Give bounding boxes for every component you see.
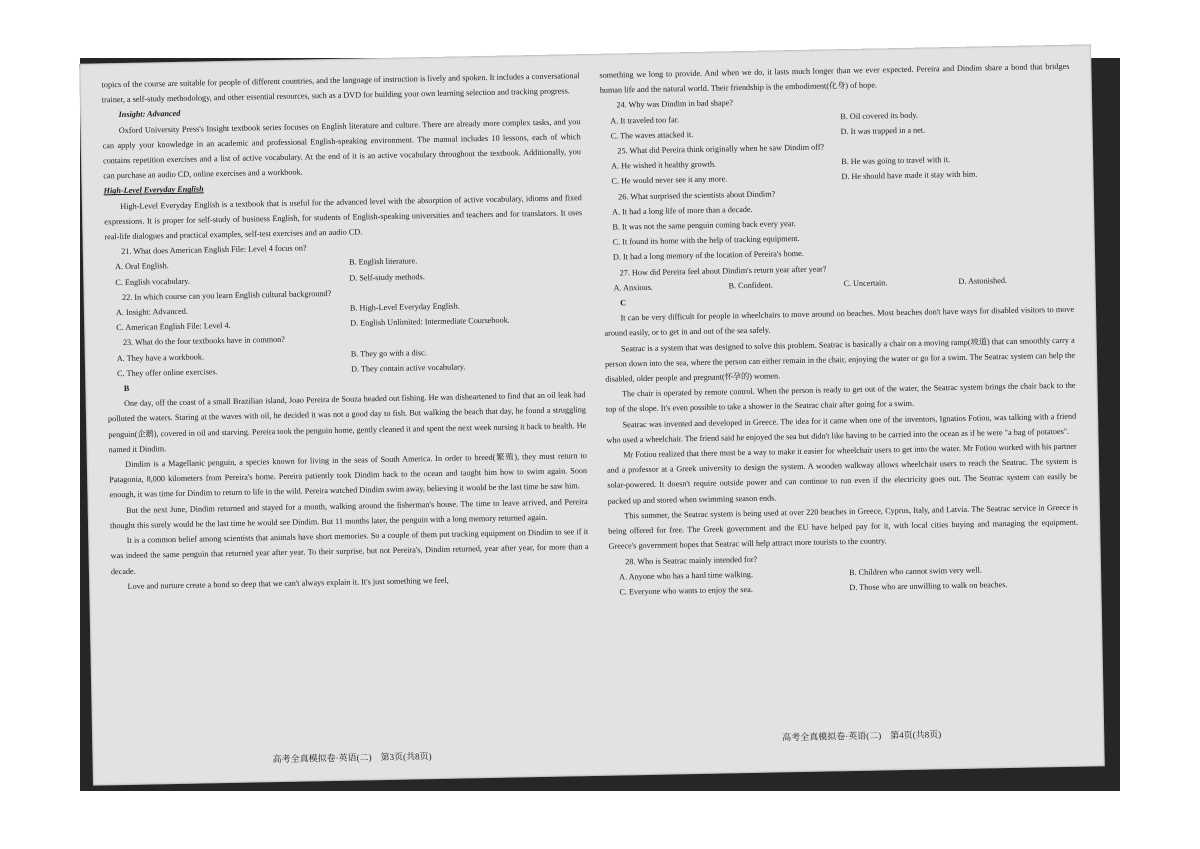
option: A. Anxious. <box>613 282 654 293</box>
question-27: 27. How did Pereira feel about Dindim's return year after year? <box>619 264 827 278</box>
option: D. Those who are unwilling to walk on beaches. <box>849 579 1008 592</box>
option: D. English Unlimited: Intermediate Coursebook. <box>350 315 510 328</box>
question-25: 25. What did Pereira think originally when he saw Dindim off? <box>617 142 825 156</box>
passage-c-paragraph: Seatrac was invented and developed in Greece. The idea for it came when one of the inventors, Ignatios Fotiou, was talking with a friend who used a wheelchair. The friend said he enjoyed the sea but didn't like having to be carried into the ocean as if he were "a bag of potatoes". <box>606 411 1077 445</box>
option: A. It had a long life of more than a decade. <box>612 204 753 217</box>
passage-c-paragraph: Mr Fotiou realized that there must be a way to make it easier for wheelchair users to get into the water. Mr Fotiou worked with his partner and a professor at a Greek university to design the system. A wooden walkway allows wheelchair users to reach the Seatrac. The system is solar-powered. It doesn't require outside power and can continue to run even if the electricity goes out. The Seatrac system can easily be packed up and stored when swimming season ends. <box>606 441 1078 506</box>
option: D. They contain active vocabulary. <box>350 362 466 374</box>
passage-c-paragraph: The chair is operated by remote control. When the person is ready to get out of the water, the Seatrac system brings the chair back to the top of the slope. It's even possible to take a shower in the Seatrac chair after going for a swim. <box>605 380 1076 415</box>
option: C. Everyone who wants to enjoy the sea. <box>619 584 753 597</box>
option: D. It had a long memory of the location of Pereira's home. <box>612 249 804 263</box>
option: A. He wished it healthy growth. <box>611 159 717 171</box>
option: B. High-Level Everyday English. <box>349 301 460 313</box>
option: D. Astonished. <box>958 275 1008 286</box>
option: C. Uncertain. <box>843 278 888 288</box>
exam-paper-spread <box>79 44 1105 785</box>
question-21: 21. What does American English File: Level 4 focus on? <box>121 243 307 257</box>
question-26: 26. What surprised the scientists about Dindim? <box>618 189 776 202</box>
passage-b-paragraph: But the next June, Dindim returned and stayed for a month, walking around the fisherman's house. The time to leave arrived, and Pereira thought this surely would be the last time he would see Dindim. But 11 months later, the penguin with a long memory returned again. <box>109 496 588 531</box>
option: B. English literature. <box>348 256 418 268</box>
option: C. It found its home with the help of tracking equipment. <box>612 234 800 247</box>
insight-text: Oxford University Press's Insight textbook series focuses on English literature and culture. There are already more complex tasks, and you can apply your knowledge in an academic and professional English-speaking environment. The manual includes 10 lessons, each of which contains repetition exercises and a list of active vocabulary. At the end of it is an active vocabulary throughout the textbook. Additionally, you can purchase an audio CD, online exercises and a workbook. <box>102 116 582 181</box>
passage-c-paragraph: It can be very difficult for people in wheelchairs to move around on beaches. Most beaches don't have ways for disabled visitors to move around easily, or to get in and out of the sea safely. <box>604 304 1075 339</box>
high-level-text: High-Level Everyday English is a textbook that is useful for the advanced level with the absorption of active vocabulary, idioms and fixed expressions. It is proper for self-study of business English, for students of English-speaking universities and teachers and for translators. It uses real-life dialogues and practical examples, self-test exercises and an audio CD. <box>104 192 583 242</box>
question-28: 28. Who is Seatrac mainly intended for? <box>625 554 758 566</box>
option: A. Anyone who has a hard time walking. <box>619 569 754 582</box>
insight-heading: Insight: Advanced <box>118 109 181 120</box>
option: B. It was not the same penguin coming back every year. <box>612 219 796 232</box>
option: C. He would never see it any more. <box>611 174 728 187</box>
passage-b-paragraph: It is a common belief among scientists that animals have short memories. So a couple of them put tracking equipment on Dindim to see if it was indeed the same penguin that returned year after year. To their surprise, but not Pereira's, Dindim returned, year after year, for more than a decade. <box>110 527 589 576</box>
option: D. It was trapped in a net. <box>840 125 926 136</box>
question-22: 22. In which course can you learn English cultural background? <box>121 288 332 302</box>
page-footer-left: 高考全真模拟卷·英语(二) 第3页(共8页) <box>272 751 432 765</box>
option: C. The waves attacked it. <box>610 129 694 141</box>
passage-b-paragraph: One day, off the coast of a small Brazilian island, Joao Pereira de Souza headed out fishing. He was disheartened to find that an oil leak had polluted the waters. Staring at the waves with oil, he decided it was not a good day to fish. But walking the beach that day, he found a struggling penguin(企鹅), covered in oil and starving. Pereira took the penguin home, gently cleaned it and spent the next week nursing it back to health. He named it Dindim. <box>107 390 587 455</box>
option: A. They have a workbook. <box>116 352 205 363</box>
option: B. Oil covered its body. <box>840 110 919 121</box>
option: B. Confident. <box>728 280 773 291</box>
option: D. Self-study methods. <box>349 271 425 283</box>
question-23: 23. What do the four textbooks have in common? <box>122 335 285 348</box>
section-c-heading: C <box>620 298 627 308</box>
right-page-column <box>599 59 1079 600</box>
passage-b-continuation: something we long to provide. And when we do, it lasts much longer than we ever expected. Pereira and Dindim share a bond that bridges human life and the natural world. Their friendship is the embodiment(化身) of hope. <box>599 61 1070 95</box>
page-footer-right: 高考全真模拟卷·英语(二) 第4页(共8页) <box>782 729 942 743</box>
option: B. Children who cannot swim very well. <box>848 565 982 577</box>
course-intro-text: topics of the course are suitable for people of different countries, and the language of instruction is lively and spoken. It includes a conversational trainer, a self-study methodology, and other essential resources, such as a DVD for building your own learning selection and tracking progress. <box>101 71 580 105</box>
question-24: 24. Why was Dindim in bad shape? <box>616 98 734 110</box>
passage-c-paragraph: This summer, the Seatrac system is being used at over 220 beaches in Greece, Cyprus, Italy, and Latvia. The Seatrac service in Greece is being offered for free. The Greek government and the EU have helped pay for it, with local cities buying and managing the equipment. Greece's government hopes that Seatrac will help attract more tourists to the country. <box>608 502 1079 552</box>
option: C. American English File: Level 4. <box>116 321 231 333</box>
question-26-options <box>602 196 1073 266</box>
passage-c-paragraph: Seatrac is a system that was designed to solve this problem. Seatrac is basically a chair on a moving ramp(坡道) that can smoothly carry a person down into the sea, where the person can either remain in the chair, enjoying the water or go for a swim. The Seatrac system can help the disabled, older people and pregnant(怀孕的) women. <box>604 335 1076 384</box>
passage-b-paragraph: Dindim is a Magellanic penguin, a species known for living in the seas of South America. In order to breed(繁殖), they must return to Patagonia, 8,000 kilometers from Pereira's home. Pereira patiently took Dindim back to the ocean and taught him how to swim again. Soon enough, it was time for Dindim to return to life in the wild. Pereira watched Dindim swim away, believing it would be the last time he saw him. <box>109 451 588 500</box>
option: A. Oral English. <box>114 261 169 272</box>
option: C. English vocabulary. <box>115 276 190 287</box>
option: C. They offer online exercises. <box>117 367 218 378</box>
section-b-heading: B <box>123 383 130 394</box>
high-level-heading: High-Level Everyday English <box>103 184 204 196</box>
passage-b-paragraph: Love and nurture create a bond so deep that we can't always explain it. It's just something we feel, <box>127 575 449 591</box>
option: B. They go with a disc. <box>350 347 427 359</box>
left-page-column <box>101 68 589 594</box>
option: D. He should have made it stay with him. <box>841 169 978 182</box>
option: A. It traveled too far. <box>610 114 680 126</box>
option: B. He was going to travel with it. <box>841 155 951 167</box>
option: A. Insight: Advanced. <box>115 306 188 318</box>
